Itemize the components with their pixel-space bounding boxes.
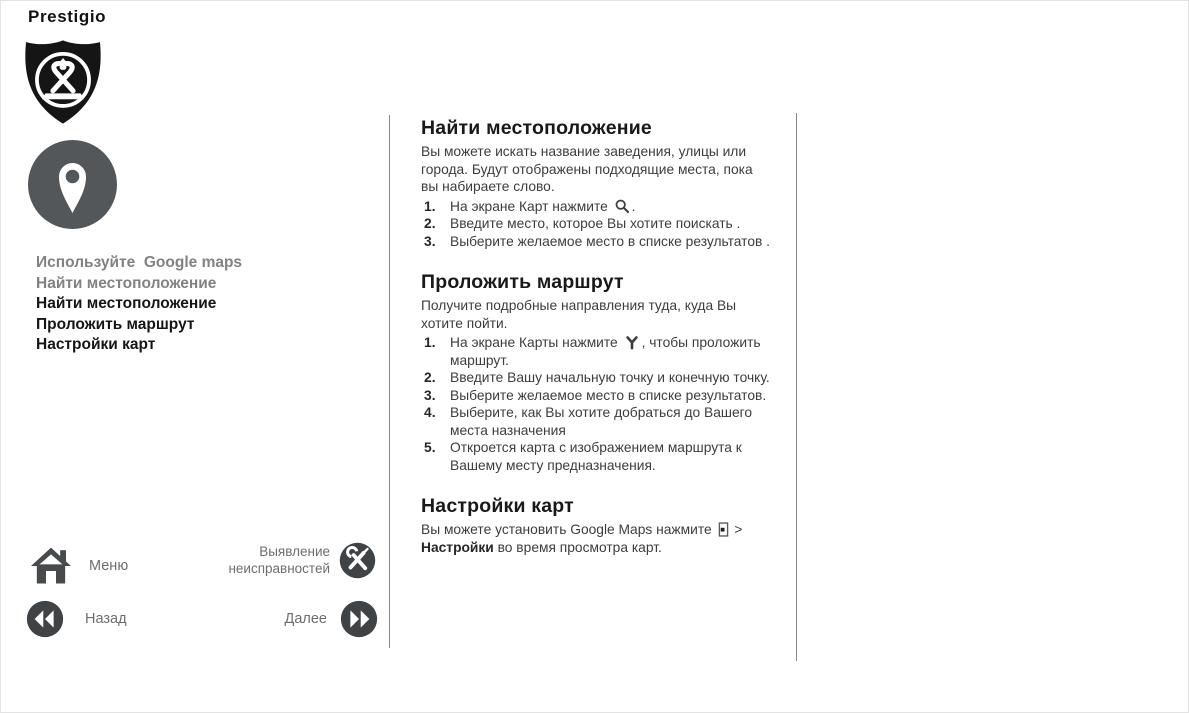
- get-directions-steps: [421, 334, 773, 474]
- step-item: На экране Карт нажмите .: [450, 198, 636, 214]
- map-pin-icon: [28, 140, 117, 229]
- column-divider-right: [796, 113, 797, 661]
- step-item: Введите место, которое Вы хотите поискать .: [450, 216, 741, 231]
- nav-back[interactable]: [26, 600, 127, 638]
- find-location-intro: Вы можете искать название заведения, улицы или города. Будут отображены подходящие места, пока вы набираете слово.: [421, 144, 753, 194]
- prestigio-logo-icon: [21, 37, 105, 127]
- step-item: Выберите, как Вы хотите добраться до Вашего места назначения: [450, 405, 753, 438]
- tools-icon[interactable]: [339, 542, 376, 579]
- nav-back-label[interactable]: Назад: [85, 611, 127, 627]
- nav-menu[interactable]: [31, 547, 128, 585]
- section-heading-get-directions: Проложить маршрут: [421, 271, 624, 293]
- toc-item-map-settings[interactable]: Настройки карт: [36, 336, 156, 353]
- step-item: Введите Вашу начальную точку и конечную точку.: [450, 370, 770, 385]
- nav-next-label[interactable]: Далее: [284, 611, 327, 627]
- toc-item-use-google-maps[interactable]: Используйте Google maps: [36, 254, 243, 271]
- nav-next[interactable]: [285, 600, 378, 638]
- get-directions-intro: Получите подробные направления туда, куда Вы хотите пойти.: [421, 298, 737, 331]
- nav-troubleshooting-label[interactable]: Выявление неисправностей: [228, 544, 330, 576]
- options-menu-icon: [718, 522, 729, 537]
- step-item: Выберите желаемое место в списке результатов.: [450, 387, 767, 403]
- home-icon[interactable]: [31, 547, 71, 585]
- map-settings-body: Вы можете установить Google Maps нажмите > Настройки во время просмотра карт.: [421, 522, 743, 555]
- step-item: Выберите желаемое место в списке результатов .: [450, 233, 770, 249]
- toc-menu: [36, 253, 242, 356]
- find-location-steps: [421, 198, 773, 251]
- toc-item-find-location-1[interactable]: Найти местоположение: [36, 274, 217, 292]
- brand-wordmark: Prestigio: [28, 7, 107, 26]
- section-heading-find-location: Найти местоположение: [421, 117, 652, 139]
- toc-item-find-location-2[interactable]: Найти местоположение: [36, 295, 217, 312]
- content-column: [421, 117, 773, 556]
- nav-troubleshooting[interactable]: [228, 542, 376, 579]
- toc-item-get-directions[interactable]: Проложить маршрут: [36, 315, 195, 333]
- route-icon: [624, 335, 640, 350]
- step-item: На экране Карты нажмите , чтобы проложить маршрут.: [450, 335, 761, 368]
- nav-menu-label[interactable]: Меню: [89, 558, 129, 574]
- step-item: Откроется карта с изображением маршрута к Вашему месту предназначения.: [450, 440, 742, 473]
- back-icon[interactable]: [26, 600, 64, 638]
- section-heading-map-settings: Настройки карт: [421, 495, 574, 517]
- search-icon: [614, 198, 630, 214]
- column-divider-left: [389, 115, 390, 648]
- next-icon[interactable]: [340, 600, 378, 638]
